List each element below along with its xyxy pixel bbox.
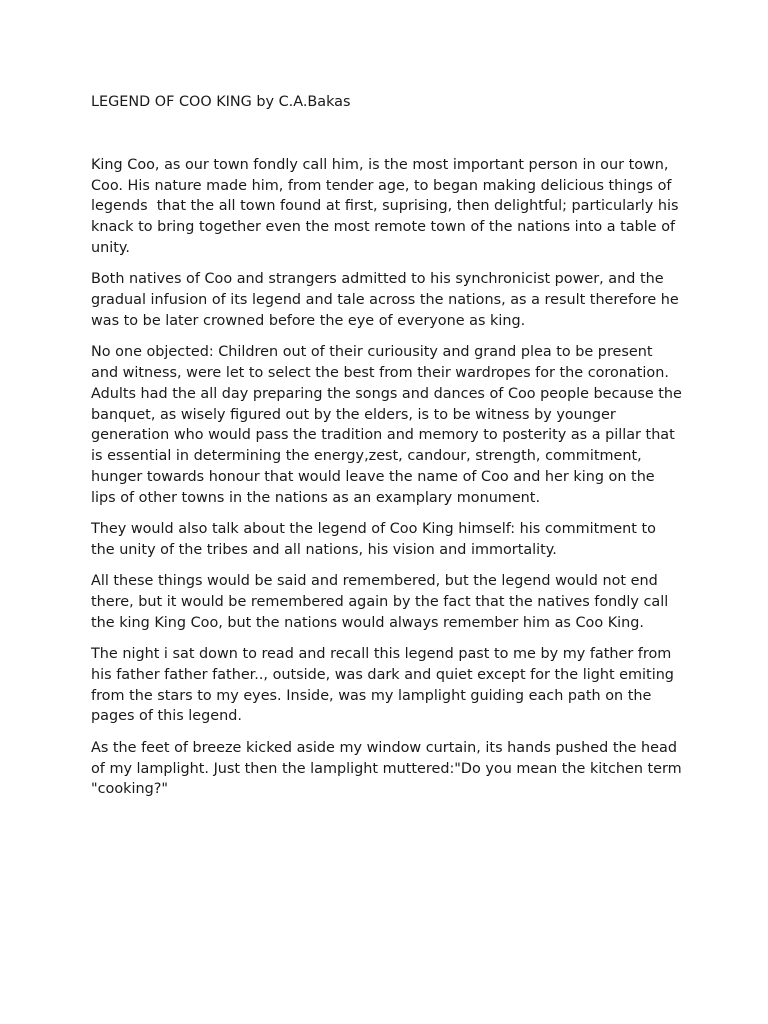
paragraph: The night i sat down to read and recall this legend past to me by my father from his father father father.., outside, was dark and quiet except for the light emiting from the stars to my eyes. Inside, was my lamplight guiding each path on the pages of this legend. [91,646,679,725]
paragraph: No one objected: Children out of their curiousity and grand plea to be present and witness, were let to select the best from their wardropes for the coronation. Adults had the all day preparing the songs and dances of Coo people because the banquet, as wisely figured out by the elders, is to be witness by younger generation who would pass the tradition and memory to posterity as a pillar that is essential in determining the energy,zest, candour, strength, commitment, hunger towards honour that would leave the name of Coo and her king on the lips of other towns in the nations as an examplary monument. [91,344,687,506]
paragraph: All these things would be said and remembered, but the legend would not end there, but it would be remembered again by the fact that the natives fondly call the king King Coo, but the nations would always remember him as Coo King. [91,573,673,631]
document-body [91,92,687,811]
paragraph: Both natives of Coo and strangers admitted to his synchronicist power, and the gradual infusion of its legend and tale across the nations, as a result therefore he was to be later crowned before the eye of everyone as king. [91,271,684,329]
document-title: LEGEND OF COO KING by C.A.Bakas [91,94,351,110]
paragraph: King Coo, as our town fondly call him, is the most important person in our town, Coo. His nature made him, from tender age, to began making delicious things of legends that the all town found at first, suprising, then delightful; particularly his knack to bring together even the most remote town of the nations into a table of unity. [91,156,684,256]
paragraph: As the feet of breeze kicked aside my window curtain, its hands pushed the head of my lamplight. Just then the lamplight muttered:"Do you mean the kitchen term "cooking?" [91,739,687,798]
paragraph: They would also talk about the legend of Coo King himself: his commitment to the unity of the tribes and all nations, his vision and immortality. [91,521,661,558]
